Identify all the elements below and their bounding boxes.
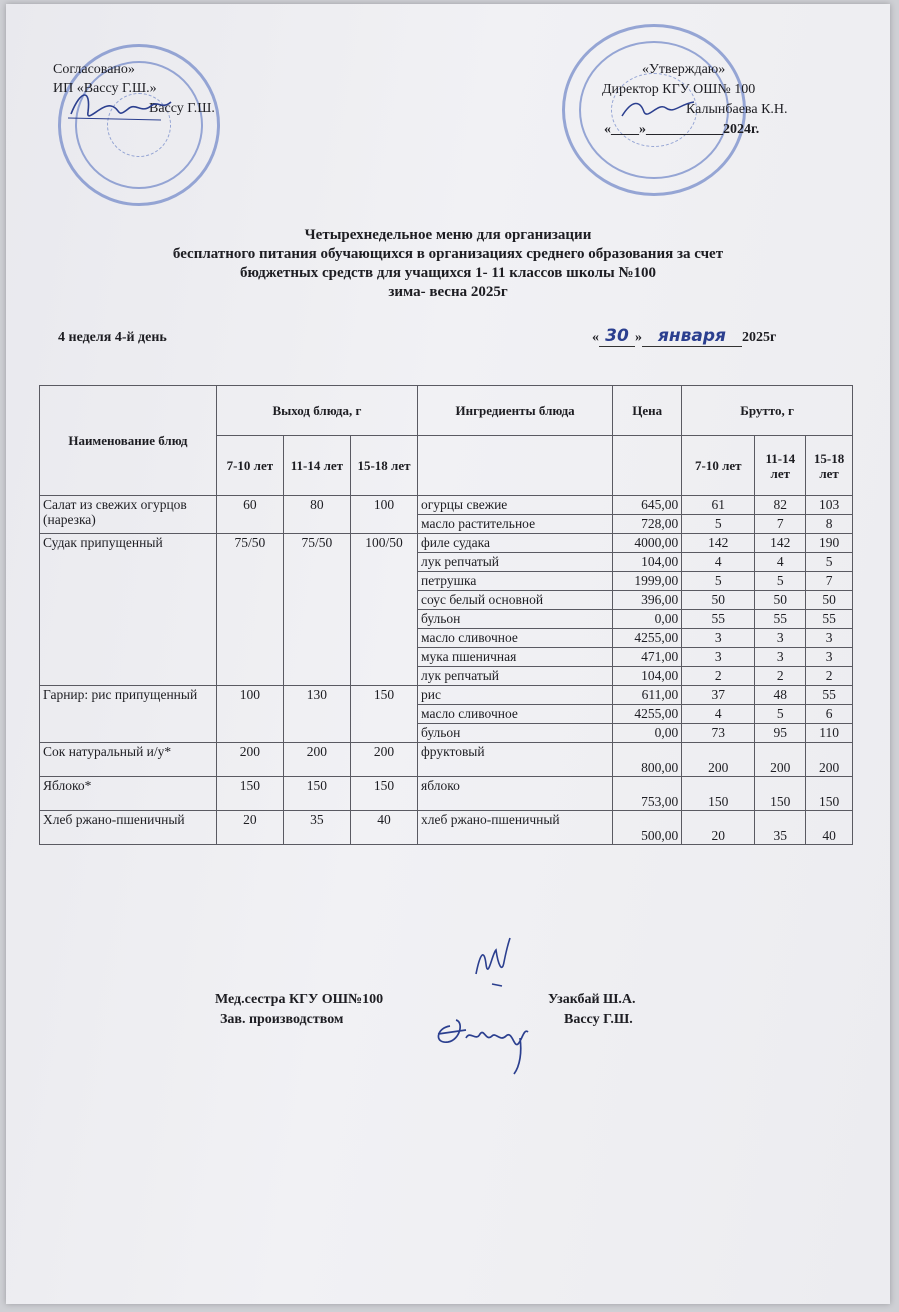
- header-gross-age-15-18: 15-18 лет: [806, 436, 853, 496]
- document-page: [6, 4, 890, 1304]
- gross-15-18: 55: [806, 610, 853, 629]
- approval-right-line1: «Утверждаю»: [642, 62, 726, 77]
- date-month: января: [642, 326, 742, 347]
- gross-7-10: 61: [682, 496, 755, 515]
- ingredient-name: масло сливочное: [418, 629, 613, 648]
- ingredient-name: соус белый основной: [418, 591, 613, 610]
- gross-11-14: 142: [755, 534, 806, 553]
- gross-15-18: 200: [806, 743, 853, 777]
- gross-15-18: 5: [806, 553, 853, 572]
- gross-7-10: 55: [682, 610, 755, 629]
- yield-15-18: 150: [350, 686, 417, 743]
- header-price-blank: [613, 436, 682, 496]
- header-yield-age-7-10: 7-10 лет: [216, 436, 283, 496]
- dish-name: Хлеб ржано-пшеничный: [40, 811, 217, 845]
- header-ingredients-blank: [418, 436, 613, 496]
- menu-title: [6, 226, 890, 302]
- footer-production-name: Вассу Г.Ш.: [564, 1012, 633, 1027]
- header-price: Цена: [613, 386, 682, 436]
- approval-left-line1: Согласовано»: [53, 62, 135, 77]
- gross-15-18: 40: [806, 811, 853, 845]
- gross-15-18: 190: [806, 534, 853, 553]
- gross-7-10: 2: [682, 667, 755, 686]
- title-line-2: бесплатного питания обучающихся в организациях среднего образования за счет: [172, 246, 724, 262]
- gross-11-14: 48: [755, 686, 806, 705]
- ingredient-price: 645,00: [613, 496, 682, 515]
- table-row: [40, 496, 853, 515]
- yield-11-14: 75/50: [283, 534, 350, 686]
- ingredient-name: фруктовый: [418, 743, 613, 777]
- yield-11-14: 130: [283, 686, 350, 743]
- title-line-1: Четырехнедельное меню для организации: [304, 227, 592, 243]
- ingredient-name: рис: [418, 686, 613, 705]
- dish-name: Гарнир: рис припущенный: [40, 686, 217, 743]
- yield-11-14: 200: [283, 743, 350, 777]
- gross-15-18: 8: [806, 515, 853, 534]
- title-line-4: зима- весна 2025г: [388, 284, 508, 300]
- gross-11-14: 95: [755, 724, 806, 743]
- gross-7-10: 50: [682, 591, 755, 610]
- ingredient-price: 753,00: [613, 777, 682, 811]
- ingredient-price: 4000,00: [613, 534, 682, 553]
- gross-11-14: 200: [755, 743, 806, 777]
- menu-table: [39, 385, 853, 845]
- header-ingredients: Ингредиенты блюда: [418, 386, 613, 436]
- ingredient-price: 104,00: [613, 667, 682, 686]
- gross-11-14: 2: [755, 667, 806, 686]
- footer-signature-nurse: [462, 934, 522, 994]
- yield-15-18: 100/50: [350, 534, 417, 686]
- ingredient-name: лук репчатый: [418, 553, 613, 572]
- gross-11-14: 5: [755, 705, 806, 724]
- ingredient-name: бульон: [418, 724, 613, 743]
- gross-11-14: 82: [755, 496, 806, 515]
- yield-7-10: 20: [216, 811, 283, 845]
- gross-11-14: 5: [755, 572, 806, 591]
- gross-11-14: 3: [755, 648, 806, 667]
- gross-11-14: 55: [755, 610, 806, 629]
- gross-11-14: 4: [755, 553, 806, 572]
- gross-7-10: 3: [682, 629, 755, 648]
- table-row: [40, 743, 853, 777]
- footer-production-label: Зав. производством: [220, 1012, 344, 1027]
- header-dish-name: Наименование блюд: [40, 386, 217, 496]
- gross-15-18: 50: [806, 591, 853, 610]
- yield-15-18: 40: [350, 811, 417, 845]
- gross-15-18: 2: [806, 667, 853, 686]
- gross-11-14: 50: [755, 591, 806, 610]
- menu-date: « 30 » января 2025г: [592, 326, 777, 346]
- gross-15-18: 3: [806, 629, 853, 648]
- gross-7-10: 5: [682, 515, 755, 534]
- ingredient-name: бульон: [418, 610, 613, 629]
- gross-15-18: 3: [806, 648, 853, 667]
- header-yield: Выход блюда, г: [216, 386, 417, 436]
- yield-7-10: 75/50: [216, 534, 283, 686]
- approval-right-line2: Директор КГУ ОШ№ 100: [602, 82, 756, 97]
- yield-7-10: 150: [216, 777, 283, 811]
- header-gross: Брутто, г: [682, 386, 853, 436]
- approval-right-line3: Калынбаева К.Н.: [686, 102, 788, 117]
- yield-7-10: 200: [216, 743, 283, 777]
- yield-11-14: 150: [283, 777, 350, 811]
- gross-11-14: 7: [755, 515, 806, 534]
- yield-11-14: 35: [283, 811, 350, 845]
- dish-name: Судак припущенный: [40, 534, 217, 686]
- header-yield-age-15-18: 15-18 лет: [350, 436, 417, 496]
- dish-name: Салат из свежих огурцов (нарезка): [40, 496, 217, 534]
- ingredient-price: 471,00: [613, 648, 682, 667]
- title-line-3: бюджетных средств для учащихся 1- 11 классов школы №100: [239, 265, 657, 281]
- gross-11-14: 35: [755, 811, 806, 845]
- ingredient-name: филе судака: [418, 534, 613, 553]
- yield-7-10: 100: [216, 686, 283, 743]
- approval-left-line3: Вассу Г.Ш.: [149, 101, 215, 116]
- approval-right-line4: «____»___________2024г.: [604, 122, 760, 137]
- ingredient-name: петрушка: [418, 572, 613, 591]
- ingredient-name: яблоко: [418, 777, 613, 811]
- gross-7-10: 3: [682, 648, 755, 667]
- yield-15-18: 150: [350, 777, 417, 811]
- header-gross-age-7-10: 7-10 лет: [682, 436, 755, 496]
- gross-7-10: 142: [682, 534, 755, 553]
- ingredient-name: хлеб ржано-пшеничный: [418, 811, 613, 845]
- gross-7-10: 4: [682, 705, 755, 724]
- gross-15-18: 110: [806, 724, 853, 743]
- ingredient-price: 728,00: [613, 515, 682, 534]
- gross-7-10: 150: [682, 777, 755, 811]
- yield-15-18: 100: [350, 496, 417, 534]
- dish-name: Яблоко*: [40, 777, 217, 811]
- gross-11-14: 150: [755, 777, 806, 811]
- gross-7-10: 37: [682, 686, 755, 705]
- yield-7-10: 60: [216, 496, 283, 534]
- footer-nurse-name: Узакбай Ш.А.: [548, 992, 636, 1007]
- table-row: [40, 686, 853, 705]
- gross-7-10: 200: [682, 743, 755, 777]
- ingredient-price: 0,00: [613, 610, 682, 629]
- footer-signature-production: [430, 1008, 540, 1078]
- header-gross-age-11-14: 11-14 лет: [755, 436, 806, 496]
- dish-name: Сок натуральный и/у*: [40, 743, 217, 777]
- approval-left-line2: ИП «Вассу Г.Ш.»: [53, 81, 157, 96]
- gross-15-18: 7: [806, 572, 853, 591]
- right-signature: [618, 94, 698, 124]
- ingredient-price: 4255,00: [613, 629, 682, 648]
- gross-7-10: 5: [682, 572, 755, 591]
- gross-7-10: 20: [682, 811, 755, 845]
- gross-15-18: 103: [806, 496, 853, 515]
- header-yield-age-11-14: 11-14 лет: [283, 436, 350, 496]
- date-year: 2025г: [742, 330, 777, 345]
- week-day-label: 4 неделя 4-й день: [58, 330, 167, 345]
- gross-11-14: 3: [755, 629, 806, 648]
- date-day: 30: [599, 326, 635, 347]
- left-signature: [66, 84, 176, 129]
- ingredient-name: огурцы свежие: [418, 496, 613, 515]
- gross-7-10: 4: [682, 553, 755, 572]
- yield-15-18: 200: [350, 743, 417, 777]
- gross-15-18: 55: [806, 686, 853, 705]
- ingredient-price: 611,00: [613, 686, 682, 705]
- footer-nurse-label: Мед.сестра КГУ ОШ№100: [215, 992, 384, 1007]
- ingredient-name: масло сливочное: [418, 705, 613, 724]
- ingredient-name: лук репчатый: [418, 667, 613, 686]
- gross-15-18: 150: [806, 777, 853, 811]
- yield-11-14: 80: [283, 496, 350, 534]
- ingredient-price: 1999,00: [613, 572, 682, 591]
- table-row: [40, 534, 853, 553]
- ingredient-price: 4255,00: [613, 705, 682, 724]
- ingredient-price: 104,00: [613, 553, 682, 572]
- ingredient-price: 800,00: [613, 743, 682, 777]
- table-row: [40, 777, 853, 811]
- gross-7-10: 73: [682, 724, 755, 743]
- ingredient-price: 500,00: [613, 811, 682, 845]
- gross-15-18: 6: [806, 705, 853, 724]
- ingredient-price: 396,00: [613, 591, 682, 610]
- table-row: [40, 811, 853, 845]
- ingredient-name: мука пшеничная: [418, 648, 613, 667]
- ingredient-price: 0,00: [613, 724, 682, 743]
- ingredient-name: масло растительное: [418, 515, 613, 534]
